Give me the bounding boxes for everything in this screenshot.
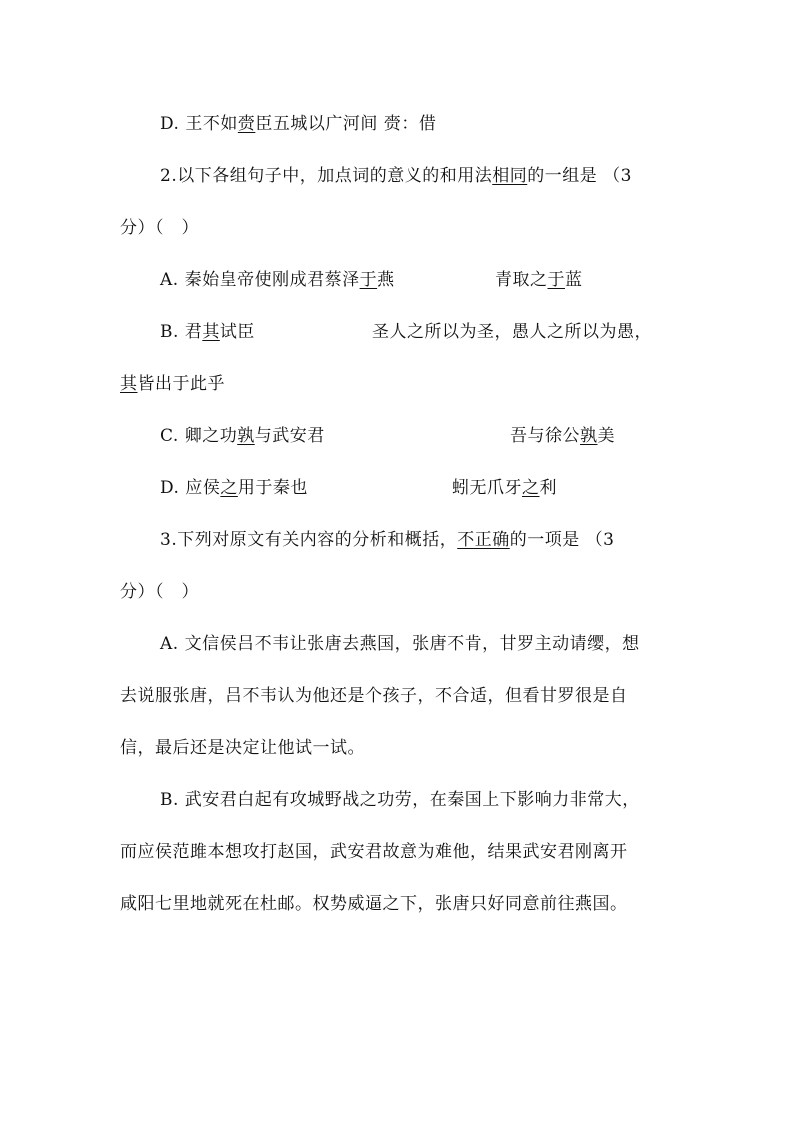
q3-stem-text: 3.下列对原文有关内容的分析和概括， — [160, 530, 458, 550]
q1-option-d — [160, 112, 436, 136]
q2-option-a-right-text-2: 蓝 — [565, 270, 583, 290]
q2-option-a-right-underlined: 于 — [547, 270, 565, 290]
q2-option-b-cont-text: 皆出于此乎 — [137, 374, 225, 394]
q2-option-d-underlined: 之 — [220, 478, 238, 498]
q2-option-c-left — [160, 424, 325, 448]
q3-option-a-line-3: 信，最后还是决定让他试一试。 — [120, 738, 365, 758]
q2-option-c-right-underlined: 孰 — [580, 426, 598, 446]
q2-option-d-right-text: 蚓无爪牙 — [452, 478, 522, 498]
q2-option-d-right-text-2: 利 — [539, 478, 557, 498]
q3-option-a-line-1: A. 文信侯吕不韦让张唐去燕国，张唐不肯，甘罗主动请缨，想 — [160, 634, 640, 654]
q3-option-b-line-1: B. 武安君白起有攻城野战之功劳，在秦国上下影响力非常大， — [160, 790, 640, 810]
q3-stem-line-1 — [160, 528, 614, 552]
q2-option-c-text-2: 与武安君 — [254, 426, 325, 446]
q2-option-b-underlined: 其 — [202, 322, 220, 342]
q2-option-c-right — [510, 424, 615, 448]
q2-option-d-text-2: 用于秦也 — [237, 478, 308, 498]
q2-stem-text-2: 的一组是 （3 — [527, 166, 632, 186]
q2-option-a-text-2: 燕 — [377, 270, 395, 290]
q2-option-d-text: D. 应侯 — [160, 478, 221, 498]
q2-option-d-right-underlined: 之 — [522, 478, 540, 498]
q2-stem-line-1 — [160, 164, 632, 188]
q2-stem-line-2: 分）（ ） — [120, 218, 199, 238]
q2-option-a-text: A. 秦始皇帝使刚成君蔡泽 — [160, 270, 360, 290]
q2-option-a-underlined: 于 — [359, 270, 378, 290]
q2-option-a-right — [495, 268, 583, 292]
q2-option-b-text-2: 试臣 — [219, 322, 255, 342]
q2-option-b-text: B. 君 — [160, 322, 203, 342]
q2-option-a-right-text: 青取之 — [495, 270, 548, 290]
q2-option-b-right: 圣人之所以为圣，愚人之所以为愚， — [372, 322, 652, 342]
q2-option-c-right-text: 吾与徐公 — [510, 426, 580, 446]
q3-stem-line-2: 分）（ ） — [120, 582, 199, 602]
q2-option-b-left — [160, 320, 255, 344]
q1-option-d-text: D. 王不如 — [160, 114, 238, 134]
q2-option-c-text: C. 卿之功 — [160, 426, 238, 446]
q3-stem-underlined: 不正确 — [457, 530, 510, 550]
q2-option-d-left — [160, 476, 308, 500]
q3-option-b-line-2: 而应侯范雎本想攻打赵国，武安君故意为难他，结果武安君刚离开 — [120, 842, 628, 862]
q3-option-b-line-3: 咸阳七里地就死在杜邮。权势威逼之下，张唐只好同意前往燕国。 — [120, 894, 628, 914]
q2-option-a-left — [160, 268, 395, 292]
q2-option-c-right-text-2: 美 — [597, 426, 615, 446]
q1-option-d-gloss: 赍：借 — [383, 114, 437, 134]
q1-option-d-underlined-word: 赍 — [237, 114, 256, 134]
q2-stem-text: 2.以下各组句子中，加点词的意义的和用法 — [160, 166, 493, 186]
q2-option-b-continuation — [120, 372, 225, 396]
q2-option-d-right — [452, 476, 557, 500]
q1-option-d-text-2: 臣五城以广河间 — [255, 114, 378, 134]
q3-stem-text-2: 的一项是 （3 — [509, 530, 615, 550]
q2-option-b-cont-underlined: 其 — [120, 374, 138, 394]
q2-stem-underlined: 相同 — [492, 166, 528, 186]
q3-option-a-line-2: 去说服张唐，吕不韦认为他还是个孩子，不合适，但看甘罗很是自 — [120, 686, 628, 706]
q2-option-c-underlined: 孰 — [237, 426, 255, 446]
